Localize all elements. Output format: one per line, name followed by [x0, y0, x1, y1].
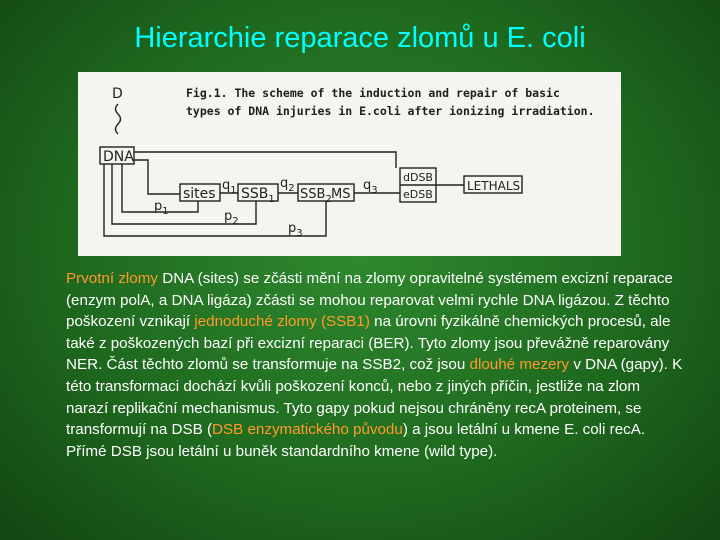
label-q1-sub: 1 — [230, 185, 237, 196]
radiation-wave — [116, 104, 121, 134]
label-ssb2 — [300, 187, 332, 205]
explanation-paragraph — [66, 268, 686, 462]
label-q3-sub: 3 — [371, 185, 378, 196]
label-ssb2-sub: 2 — [325, 194, 332, 205]
figure-caption-line-1: Fig.1. The scheme of the induction and repair of basic — [186, 86, 560, 100]
text-run: jednoduché zlomy (SSB1) — [194, 313, 370, 331]
label-p1-text: p — [154, 199, 163, 214]
label-q3-text: q — [363, 178, 372, 193]
label-sites: sites — [183, 186, 216, 202]
text-run: v DNA (gapy). K této transformaci dochází kvůli poškození konců, nebo z jiných příčin, jestliže na zlom narazí replikační mechanismus. Tyto gapy pokud nejsou chráněny recA proteinem, se transformují na DSB ( — [66, 356, 683, 439]
label-p3-sub: 3 — [296, 228, 303, 239]
label-p3-text: p — [288, 221, 297, 236]
label-edsb: eDSB — [403, 188, 433, 201]
text-run: DNA (sites) se zčásti mění na zlomy opravitelné systémem excizní reparace (enzym polA, a DNA ligáza) zčásti se mohou reparovat velmi rychle DNA ligázou. Z těchto poškození vznikají — [66, 270, 673, 331]
figure-caption-line-2: types of DNA injuries in E.coli after ionizing irradiation. — [186, 104, 595, 118]
label-q2-text: q — [280, 176, 289, 191]
scheme-diagram — [78, 72, 621, 256]
slide-title: Hierarchie reparace zlomů u E. coli — [134, 22, 586, 54]
label-dna: DNA — [103, 149, 134, 165]
label-q2 — [280, 176, 295, 194]
scheme-figure — [78, 72, 621, 256]
label-ssb1-sub: 1 — [268, 194, 275, 205]
label-lethals: LETHALS — [467, 179, 521, 193]
label-p2-sub: 2 — [232, 216, 239, 227]
label-ssb1 — [241, 186, 275, 205]
label-q2-sub: 2 — [288, 183, 295, 194]
text-run: DSB enzymatického původu — [212, 421, 403, 439]
label-p2-text: p — [224, 209, 233, 224]
label-ms: MS — [331, 187, 351, 202]
label-ddsb: dDSB — [403, 171, 433, 184]
label-ssb2-text: SSB — [300, 187, 326, 202]
label-ssb1-text: SSB — [241, 186, 269, 202]
label-p1-sub: 1 — [162, 206, 169, 217]
arrow-dna-to-sites — [134, 160, 180, 194]
text-run: na úrovni fyzikálně chemických procesů, ale také z poškozených bazí při excizní reparaci (BER). Tyto zlomy jsou převážně reparovány NER. Část těchto zlomů se transformuje na SSB2, což jsou — [66, 313, 671, 374]
label-d: D — [112, 86, 123, 102]
arrow-dna-to-dsb — [134, 152, 396, 168]
text-run: dlouhé mezery — [469, 356, 570, 374]
text-run: Prvotní zlomy — [66, 270, 158, 287]
label-q1-text: q — [222, 178, 231, 193]
label-p1 — [154, 199, 169, 217]
text-run: ) a jsou letální u kmene E. coli recA. Přímé DSB jsou letální u buněk standardního kmene (wild type). — [66, 421, 646, 460]
